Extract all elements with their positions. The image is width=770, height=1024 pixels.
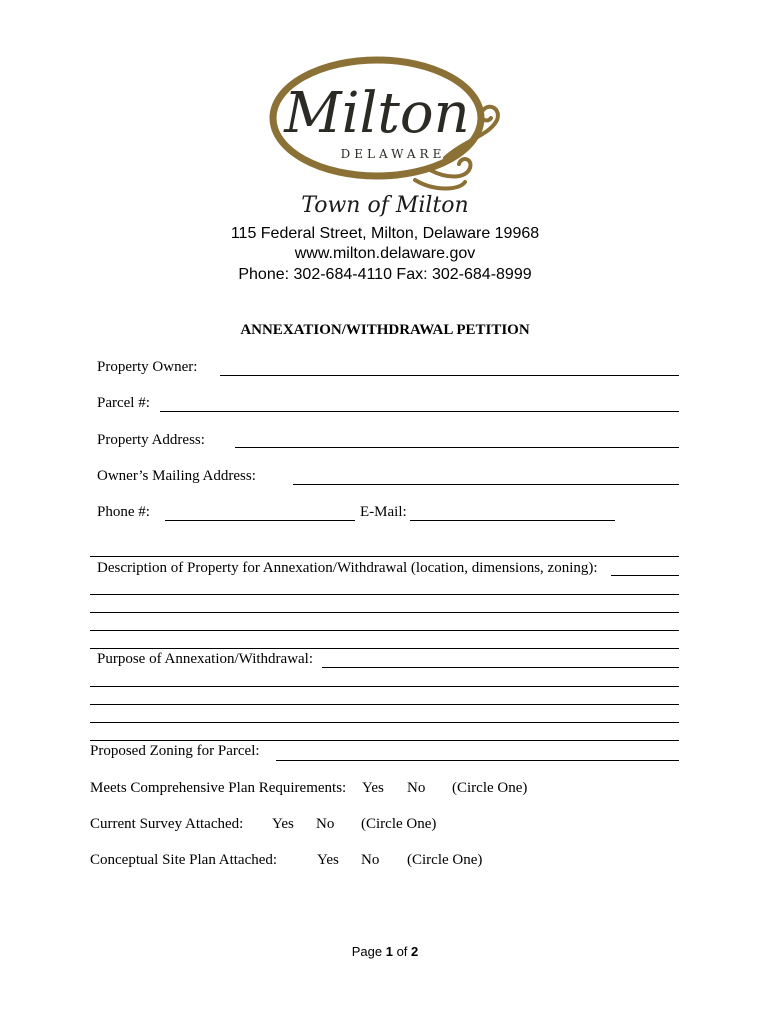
logo-subtitle: DELAWARE — [340, 147, 446, 161]
town-name: Town of Milton — [301, 193, 469, 218]
site-plan-yes[interactable]: Yes — [317, 852, 339, 868]
property-address-line[interactable] — [235, 447, 679, 448]
survey-no[interactable]: No — [316, 816, 335, 832]
survey-label: Current Survey Attached: — [90, 816, 244, 832]
phone-label: Phone #: — [97, 504, 150, 520]
page-current: 1 — [385, 944, 393, 959]
page-of: of — [392, 944, 412, 959]
property-address-label: Property Address: — [97, 432, 205, 448]
comp-plan-note: (Circle One) — [452, 780, 528, 796]
site-plan-no[interactable]: No — [361, 852, 380, 868]
town-logo — [265, 40, 505, 200]
comp-plan-no[interactable]: No — [407, 780, 426, 796]
proposed-zoning-line[interactable] — [276, 760, 679, 761]
mailing-address-line[interactable] — [293, 484, 679, 485]
mailing-address-label: Owner’s Mailing Address: — [97, 468, 256, 484]
website[interactable]: www.milton.delaware.gov — [294, 245, 476, 262]
parcel-line[interactable] — [160, 411, 679, 412]
purpose-line-1[interactable] — [322, 667, 679, 668]
purpose-line-3[interactable] — [90, 704, 679, 705]
comp-plan-yes[interactable]: Yes — [362, 780, 384, 796]
parcel-label: Parcel #: — [97, 395, 150, 411]
description-line-3[interactable] — [90, 612, 679, 613]
proposed-zoning-label: Proposed Zoning for Parcel: — [90, 743, 260, 759]
description-line-5[interactable] — [90, 648, 679, 649]
property-owner-label: Property Owner: — [97, 359, 198, 375]
page-total: 2 — [411, 944, 419, 959]
form-title: ANNEXATION/WITHDRAWAL PETITION — [240, 322, 530, 338]
description-top-line — [90, 556, 679, 557]
purpose-line-2[interactable] — [90, 686, 679, 687]
logo-wordmark: Milton — [284, 81, 470, 146]
site-plan-note: (Circle One) — [407, 852, 483, 868]
property-owner-line[interactable] — [220, 375, 679, 376]
description-label: Description of Property for Annexation/Withdrawal (location, dimensions, zoning): — [97, 560, 598, 576]
purpose-line-5[interactable] — [90, 740, 679, 741]
survey-yes[interactable]: Yes — [272, 816, 294, 832]
page-prefix: Page — [351, 944, 386, 959]
comp-plan-label: Meets Comprehensive Plan Requirements: — [90, 780, 347, 796]
description-line-4[interactable] — [90, 630, 679, 631]
description-line-2[interactable] — [90, 594, 679, 595]
site-plan-label: Conceptual Site Plan Attached: — [90, 852, 278, 868]
purpose-line-4[interactable] — [90, 722, 679, 723]
survey-note: (Circle One) — [361, 816, 437, 832]
email-label: E-Mail: — [360, 504, 407, 520]
phone-line[interactable] — [165, 520, 355, 521]
phone-fax: Phone: 302-684-4110 Fax: 302-684-8999 — [238, 266, 532, 283]
email-line[interactable] — [410, 520, 615, 521]
description-line-1[interactable] — [611, 575, 679, 576]
street-address: 115 Federal Street, Milton, Delaware 19968 — [230, 225, 540, 242]
purpose-label: Purpose of Annexation/Withdrawal: — [97, 651, 314, 667]
page-number — [0, 944, 770, 959]
